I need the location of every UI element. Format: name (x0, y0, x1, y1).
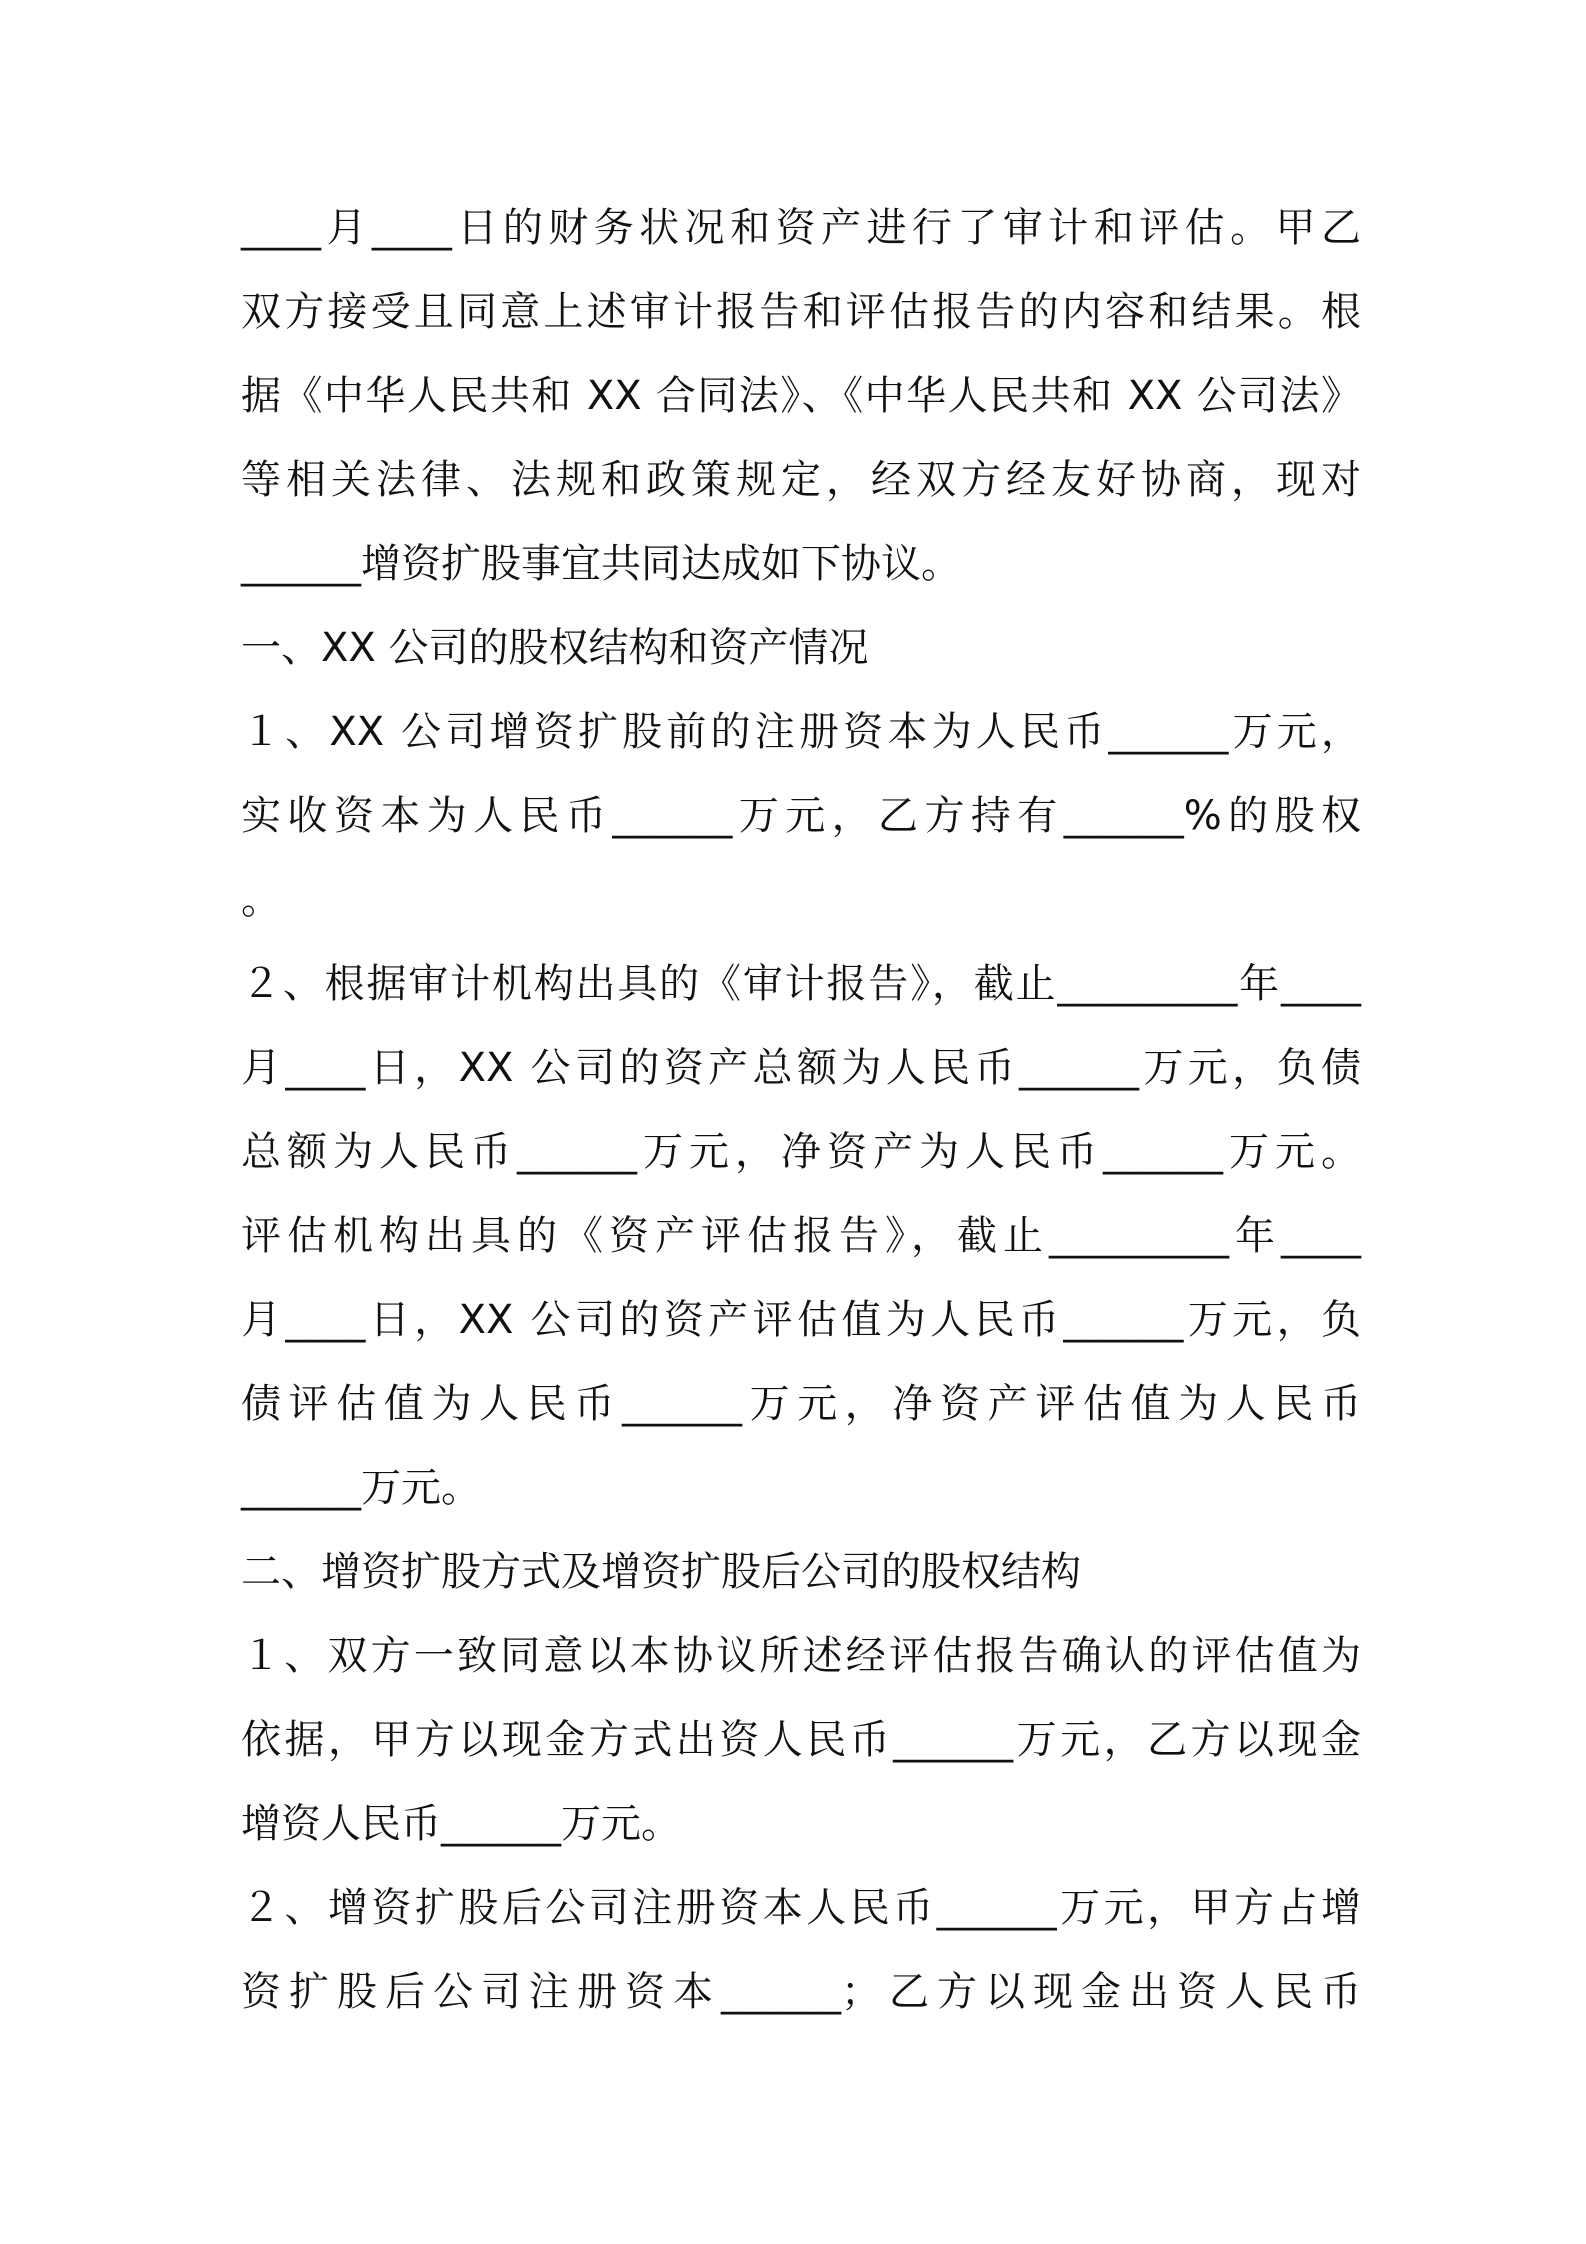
text-line: ______万元。 (241, 1465, 481, 1511)
text-line: 资扩股后公司注册资本______；乙方以现金出资人民币 (241, 1969, 1361, 2015)
text-line: ２、根据审计机构出具的《审计报告》，截止_________年____ (241, 961, 1361, 1007)
text-line: 等相关法律、法规和政策规定，经双方经友好协商，现对 (241, 457, 1361, 503)
text-line: 总额为人民币______万元，净资产为人民币______万元。 (241, 1129, 1361, 1175)
text-line: 债评估值为人民币______万元，净资产评估值为人民币 (241, 1381, 1361, 1427)
text-line: ______增资扩股事宜共同达成如下协议。 (241, 541, 961, 587)
text-line: １、XX 公司增资扩股前的注册资本为人民币______万元， (241, 709, 1361, 755)
text-line: 据《中华人民共和 XX 合同法》、《中华人民共和 XX 公司法》 (241, 373, 1361, 419)
section-heading: 一、XX 公司的股权结构和资产情况 (241, 625, 869, 671)
text-line: 依据，甲方以现金方式出资人民币______万元，乙方以现金 (241, 1717, 1361, 1763)
text-line: 实收资本为人民币______万元，乙方持有______%的股权 (241, 793, 1361, 839)
text-line: ２、增资扩股后公司注册资本人民币______万元，甲方占增 (241, 1885, 1361, 1931)
text-line: 双方接受且同意上述审计报告和评估报告的内容和结果。根 (241, 289, 1361, 335)
text-line: １、双方一致同意以本协议所述经评估报告确认的评估值为 (241, 1633, 1361, 1679)
text-line: 月____日，XX 公司的资产评估值为人民币______万元，负 (241, 1297, 1361, 1343)
text-line: 月____日，XX 公司的资产总额为人民币______万元，负债 (241, 1045, 1361, 1091)
text-line: 。 (241, 877, 281, 923)
text-line: 增资人民币______万元。 (241, 1801, 681, 1847)
text-line: 评估机构出具的《资产评估报告》，截止_________年____ (241, 1213, 1361, 1259)
section-heading: 二、增资扩股方式及增资扩股后公司的股权结构 (241, 1549, 1081, 1595)
text-line: ____月____日的财务状况和资产进行了审计和评估。甲乙 (241, 205, 1361, 251)
